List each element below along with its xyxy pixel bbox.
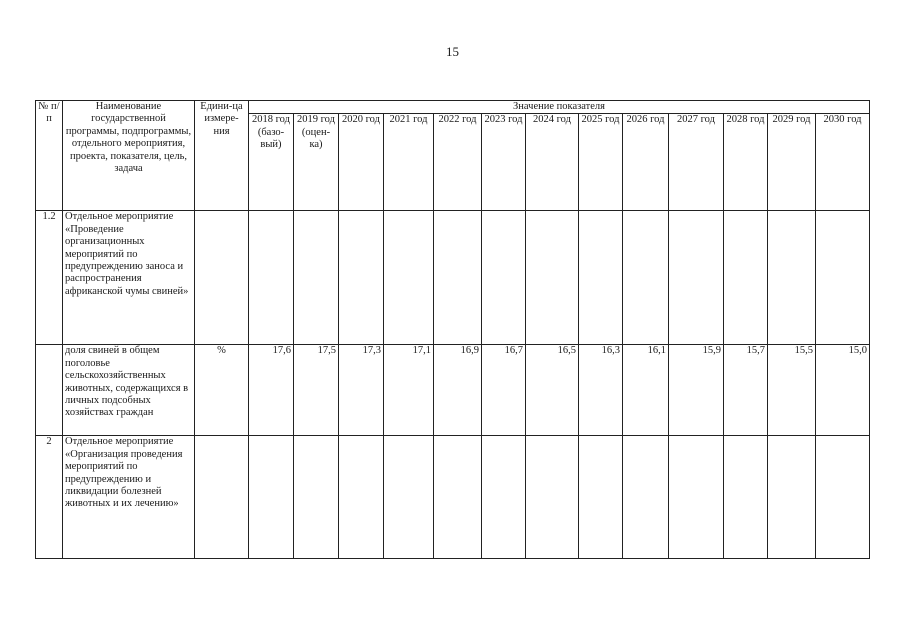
row-value (623, 436, 669, 559)
row-value: 17,3 (339, 345, 384, 436)
row-value (294, 436, 339, 559)
row-value (623, 211, 669, 345)
header-year: 2028 год (724, 114, 768, 211)
row-value (724, 436, 768, 559)
row-value: 16,5 (526, 345, 579, 436)
header-year: 2020 год (339, 114, 384, 211)
row-value (579, 211, 623, 345)
table-row (36, 211, 870, 345)
row-value: 16,3 (579, 345, 623, 436)
row-value: 17,5 (294, 345, 339, 436)
header-year: 2026 год (623, 114, 669, 211)
header-year: 2023 год (482, 114, 526, 211)
row-value (339, 436, 384, 559)
row-value: 16,9 (434, 345, 482, 436)
row-name: Отдельное мероприятие «Проведение организационных мероприятий по предупреждению заноса и распространения африканской чумы свиней» (63, 211, 195, 345)
row-value (434, 436, 482, 559)
row-value (482, 436, 526, 559)
row-unit: % (195, 345, 249, 436)
row-value: 15,5 (768, 345, 816, 436)
row-value (384, 211, 434, 345)
header-year: 2019 год (оцен-ка) (294, 114, 339, 211)
header-year: 2030 год (816, 114, 870, 211)
row-value (768, 436, 816, 559)
page-number: 15 (446, 44, 459, 59)
header-year: 2021 год (384, 114, 434, 211)
row-value (816, 211, 870, 345)
header-year: 2025 год (579, 114, 623, 211)
header-no: № п/п (36, 101, 63, 211)
row-value (768, 211, 816, 345)
row-value: 15,7 (724, 345, 768, 436)
header-value-group: Значение показателя (249, 101, 870, 114)
row-value (816, 436, 870, 559)
row-value (294, 211, 339, 345)
row-value (482, 211, 526, 345)
row-value: 17,1 (384, 345, 434, 436)
row-value: 16,1 (623, 345, 669, 436)
row-value (579, 436, 623, 559)
row-value: 17,6 (249, 345, 294, 436)
row-value: 16,7 (482, 345, 526, 436)
row-unit (195, 436, 249, 559)
row-value (339, 211, 384, 345)
row-value (526, 211, 579, 345)
header-name: Наименование государственной программы, подпрограммы, отдельного мероприятия, проекта, показателя, цель, задача (63, 101, 195, 211)
row-name: доля свиней в общем поголовье сельскохозяйственных животных, содержащихся в личных подсобных хозяйствах граждан (63, 345, 195, 436)
row-unit (195, 211, 249, 345)
row-value (724, 211, 768, 345)
row-value (526, 436, 579, 559)
row-value: 15,0 (816, 345, 870, 436)
row-value (434, 211, 482, 345)
header-year: 2018 год (базо-вый) (249, 114, 294, 211)
row-number (36, 345, 63, 436)
row-value (669, 211, 724, 345)
header-year: 2027 год (669, 114, 724, 211)
row-value (249, 436, 294, 559)
row-value: 15,9 (669, 345, 724, 436)
row-number: 2 (36, 436, 63, 559)
header-year: 2024 год (526, 114, 579, 211)
row-name: Отдельное мероприятие «Организация проведения мероприятий по предупреждению и ликвидации болезней животных и их лечению» (63, 436, 195, 559)
row-value (669, 436, 724, 559)
header-row-top (36, 101, 870, 114)
row-value (249, 211, 294, 345)
header-year: 2029 год (768, 114, 816, 211)
header-unit: Едини-ца измере-ния (195, 101, 249, 211)
table-row (36, 436, 870, 559)
row-value (384, 436, 434, 559)
indicator-table (35, 100, 870, 559)
row-number: 1.2 (36, 211, 63, 345)
table-row (36, 345, 870, 436)
header-year: 2022 год (434, 114, 482, 211)
